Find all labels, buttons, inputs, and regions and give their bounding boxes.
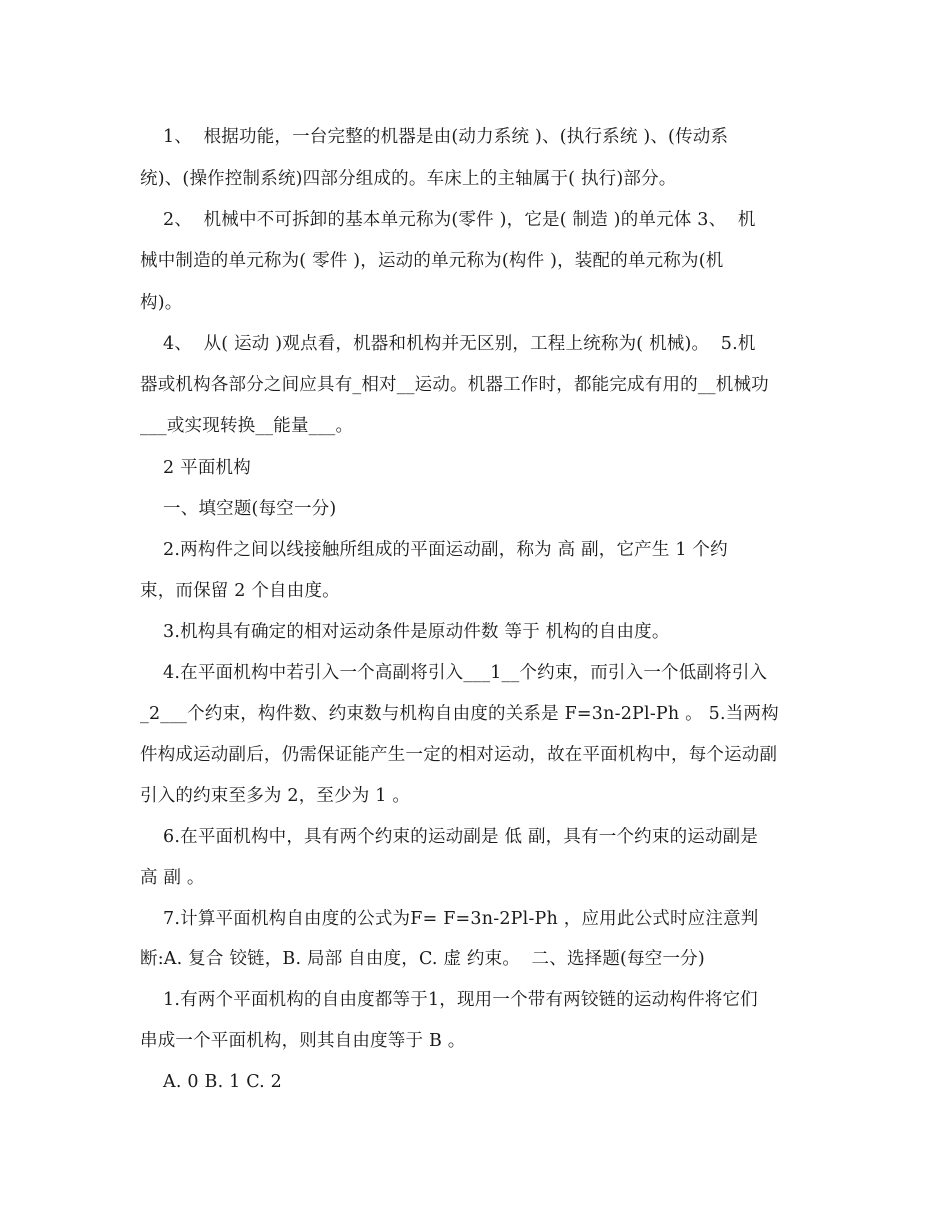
text-line: 7.计算平面机构自由度的公式为F= F=3n-2Pl-Ph ，应用此公式时应注意判 <box>140 909 759 929</box>
text-line: 1.有两个平面机构的自由度都等于1，现用一个带有两铰链的运动构件将它们 <box>140 990 758 1010</box>
text-line: 2.两构件之间以线接触所组成的平面运动副，称为 高 副，它产生 1 个约 <box>140 540 728 560</box>
text-line: 件构成运动副后，仍需保证能产生一定的相对运动，故在平面机构中，每个运动副 <box>140 745 778 765</box>
text-line: 器或机构各部分之间应具有_相对__运动。机器工作时，都能完成有用的__机械功 <box>140 375 769 395</box>
text-line: 高 副 。 <box>140 868 205 888</box>
section-heading: 2 平面机构 <box>140 458 251 478</box>
text-line: 串成一个平面机构，则其自由度等于 B 。 <box>140 1031 466 1051</box>
text-line: 2、 机械中不可拆卸的基本单元称为(零件 )，它是( 制造 )的单元体 3、 机 <box>140 210 756 230</box>
text-line: 6.在平面机构中，具有两个约束的运动副是 低 副，具有一个约束的运动副是 <box>140 827 759 847</box>
text-line: ___或实现转换__能量___。 <box>140 416 354 436</box>
text-line: 4、 从( 运动 )观点看，机器和机构并无区别，工程上统称为( 机械)。 5.机 <box>140 334 756 354</box>
text-line: 构)。 <box>140 293 183 313</box>
text-line: 械中制造的单元称为( 零件 )，运动的单元称为(构件 )，装配的单元称为(机 <box>140 251 724 271</box>
text-line: 束，而保留 2 个自由度。 <box>140 581 340 601</box>
text-line: 断:A. 复合 铰链，B. 局部 自由度，C. 虚 约束。 二、选择题(每空一分) <box>140 949 705 969</box>
text-line: 统)、(操作控制系统)四部分组成的。车床上的主轴属于( 执行)部分。 <box>140 169 677 189</box>
text-line: A. 0 B. 1 C. 2 <box>140 1072 283 1092</box>
text-line: 4.在平面机构中若引入一个高副将引入___1__个约束，而引入一个低副将引入 <box>140 663 768 683</box>
text-line: 1、 根据功能，一台完整的机器是由(动力系统 )、(执行系统 )、(传动系 <box>140 127 729 147</box>
text-line: _2___个约束，构件数、约束数与机构自由度的关系是 F=3n-2Pl-Ph 。 5.当两构 <box>140 704 779 724</box>
section-subheading: 一、填空题(每空一分) <box>140 499 337 519</box>
text-line: 引入的约束至多为 2，至少为 1 。 <box>140 786 411 806</box>
text-line: 3.机构具有确定的相对运动条件是原动件数 等于 机构的自由度。 <box>140 622 670 642</box>
